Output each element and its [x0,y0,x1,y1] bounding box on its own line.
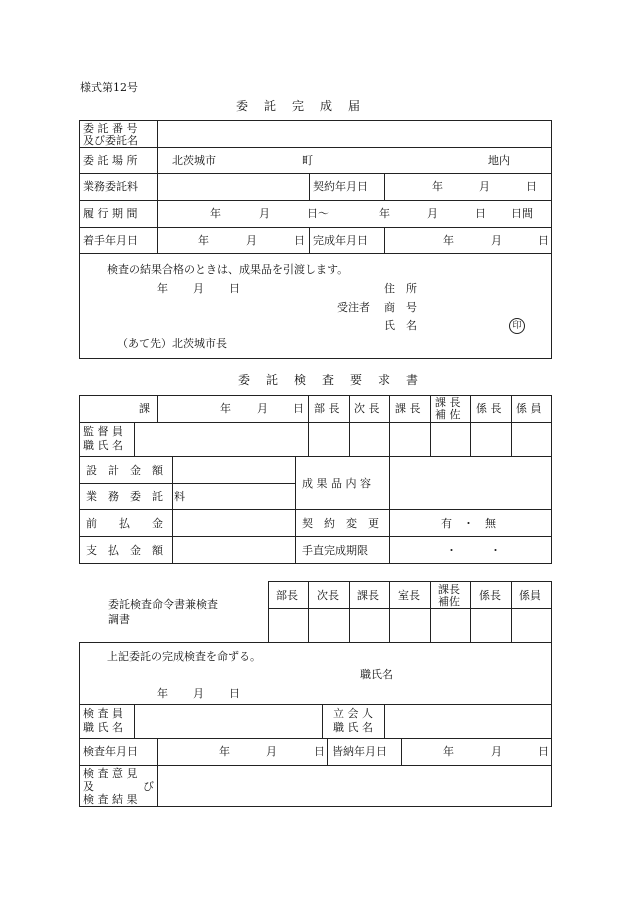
order-header-office-chief: 室長 [398,589,420,602]
witness-field[interactable] [386,706,549,736]
contract-fee-label: 業 務 委 託 料 [86,490,185,503]
completion-title: 委 託 完 成 届 [236,99,363,113]
order-header-unit-chief: 係長 [479,589,501,602]
header-assistant-chief-line2: 補 佐 [435,408,461,421]
deliverables-label: 成 果 品 内 容 [302,477,371,490]
order-header-director: 部長 [276,589,298,602]
contract-name-label: 及び委託名 [83,134,138,147]
contract-date-label: 契約年月日 [313,180,368,193]
day-label: 日 [293,402,304,415]
day-label: 日 [538,745,549,758]
official-name-label: 職氏名 [360,668,393,681]
order-title-line1: 委託検査命令書兼検査 [108,598,218,611]
month-label: 月 [257,402,268,415]
month-label: 月 [491,745,502,758]
delivery-date-label: 皆納年月日 [332,745,387,758]
month-label: 月 [266,745,277,758]
witness-label: 立 会 人 [333,707,373,720]
month-label: 月 [491,234,502,247]
seal-icon: 印 [509,318,525,334]
fix-deadline-value: ・ ・ [446,544,501,557]
year-label: 年 [220,402,231,415]
form-number: 様式第12号 [80,81,138,94]
day-label: 日 [294,234,305,247]
year-label: 年 [219,745,230,758]
inspector-title-label: 職 氏 名 [83,721,123,734]
inspector-label: 検 査 員 [83,707,123,720]
year-label: 年 [198,234,209,247]
order-header-deputy-director: 次長 [317,589,339,602]
witness-title-label: 職 氏 名 [333,721,373,734]
day-label: 日 [526,180,537,193]
fix-deadline-label: 手直完成期限 [302,544,368,557]
contract-number-field[interactable] [160,122,550,146]
and-label-1: 及 [83,780,94,793]
inspection-command: 上記委託の完成検査を命ずる。 [107,650,261,663]
month-label: 月 [193,282,204,295]
year-label: 年 [157,282,168,295]
inspector-field[interactable] [136,706,320,736]
header-director: 部 長 [314,402,340,415]
header-unit-chief: 係 長 [476,402,502,415]
section-label: 課 [139,402,150,415]
month-label: 月 [193,687,204,700]
month-label: 月 [246,234,257,247]
design-amount-label: 設 計 金 額 [86,464,163,477]
month-label: 月 [479,180,490,193]
order-header-assistant-chief: 課長 [438,583,460,596]
supervisor-field[interactable] [136,424,306,454]
year-label: 年 [210,207,221,220]
inspection-request-title: 委 託 検 査 要 求 書 [238,373,421,387]
supervisor-title-label: 職 氏 名 [83,439,123,452]
year-label: 年 [443,745,454,758]
handover-statement: 検査の結果合格のときは、成果品を引渡します。 [107,263,349,276]
year-label: 年 [443,234,454,247]
advance-payment-label: 前 払 金 [86,517,163,530]
order-title-line2: 調書 [108,613,130,626]
header-section-chief: 課 長 [395,402,421,415]
contract-change-label: 契 約 変 更 [302,517,379,530]
day-period-label: 日間 [511,207,533,220]
month-label: 月 [427,207,438,220]
inspection-opinion-label: 検 査 意 見 [83,767,138,780]
day-label: 日 [475,207,486,220]
contract-fee-label: 業務委託料 [83,180,138,193]
start-date-label: 着手年月日 [83,234,138,247]
day-tilde-label: 日～ [307,207,329,220]
completion-date-label: 完成年月日 [313,234,368,247]
payment-amount-label: 支 払 金 額 [86,544,163,557]
location-city: 北茨城市 [172,154,216,167]
and-label-2: び [143,780,154,793]
day-label: 日 [538,234,549,247]
order-header-section-chief: 課長 [357,589,379,602]
day-label: 日 [229,687,240,700]
location-town: 町 [302,154,313,167]
inspection-result-field[interactable] [159,767,549,804]
inspection-result-label: 検 査 結 果 [83,793,138,806]
location-lot: 地内 [488,154,510,167]
supervisor-label: 監 督 員 [83,425,123,438]
name-label: 氏 名 [384,319,417,332]
year-label: 年 [379,207,390,220]
order-header-assistant-chief-line2: 補佐 [438,595,460,608]
month-label: 月 [259,207,270,220]
header-deputy-director: 次 長 [354,402,380,415]
header-staff: 係 員 [516,402,542,415]
address-label: 住 所 [384,282,417,295]
location-label: 委 託 場 所 [83,154,138,167]
company-label: 商 号 [384,301,417,314]
contract-fee-field[interactable] [160,175,306,198]
day-label: 日 [229,282,240,295]
period-label: 履 行 期 間 [83,207,138,220]
contract-number-label: 委 託 番 号 [83,122,138,135]
contract-change-value: 有 ・ 無 [441,517,496,530]
inspection-date-label: 検査年月日 [83,745,138,758]
day-label: 日 [314,745,325,758]
order-header-staff: 係員 [519,589,541,602]
year-label: 年 [157,687,168,700]
addressee: （あて先）北茨城市長 [117,337,227,350]
contractor-label: 受注者 [337,301,370,314]
year-label: 年 [432,180,443,193]
header-assistant-chief: 課 長 [435,396,461,409]
